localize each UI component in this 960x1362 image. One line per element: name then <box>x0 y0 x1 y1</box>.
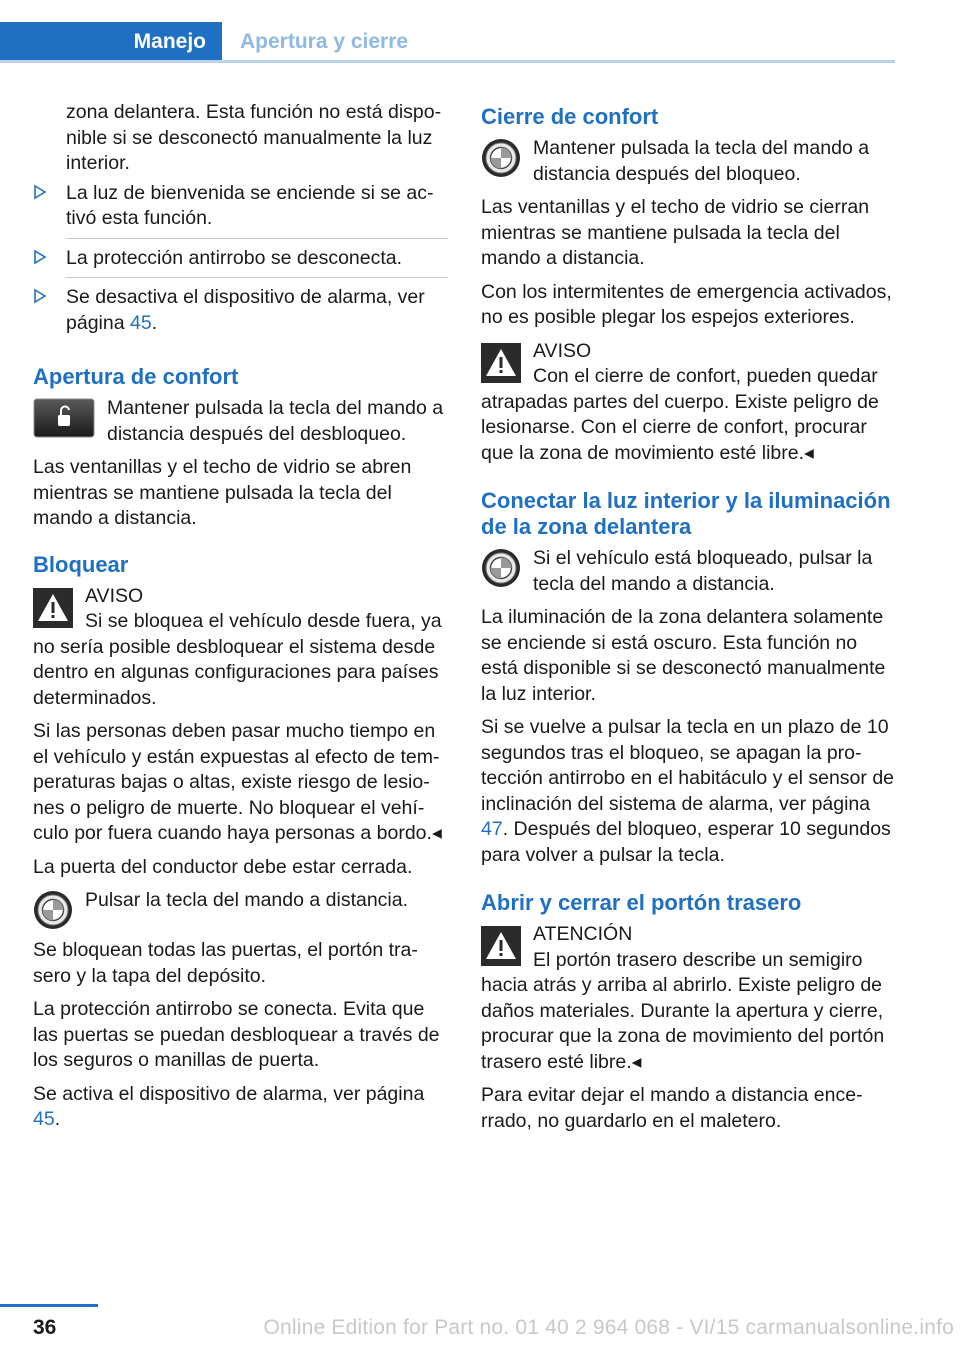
lights-icon-text: Si el vehículo está bloqueado, pulsar la tecla del mando a distancia. <box>533 547 873 595</box>
heading-apertura-confort: Apertura de confort <box>33 364 239 389</box>
page-number: 36 <box>33 1316 57 1339</box>
intro-text: zona delantera. Esta función no está disponible si se desconectó manualmente la luz interior. <box>66 101 442 174</box>
footer-divider <box>0 1304 98 1307</box>
comfort-open-para: Las ventanillas y el techo de vidrio se abren mientras se mantiene pulsada la tecla del mando a distancia. <box>33 456 412 529</box>
comfort-close-instruction <box>481 136 897 187</box>
header-tab-apertura[interactable] <box>224 22 424 62</box>
lights-para-1: La iluminación de la zona delantera solamente se enciende si está oscuro. Esta función no está disponible si se desconectó manualmente la luz interior. <box>481 606 886 705</box>
tailgate-para: Para evitar dejar el mando a distancia encerrado, no guardarlo en el maletero. <box>481 1084 863 1132</box>
comfort-open-instruction <box>33 396 448 447</box>
list-item <box>66 285 448 342</box>
warning-triangle-icon <box>33 588 73 628</box>
lock-instruction <box>33 888 448 930</box>
bmw-key-button-icon <box>481 548 521 588</box>
heading-cierre-confort: Cierre de confort <box>481 104 659 129</box>
lock-warning <box>33 584 448 712</box>
page-link-45[interactable]: 45 <box>129 311 152 334</box>
bullet-text: La protección antirrobo se desconecta. <box>66 246 403 269</box>
heading-luz-interior: Conectar la luz interior y la iluminación de la zona delantera <box>481 488 891 539</box>
header-tab-apertura-label: Apertura y cierre <box>240 30 409 53</box>
triangle-bullet-icon <box>33 183 47 201</box>
lock-icon-text: Pulsar la tecla del mando a distancia. <box>85 889 409 911</box>
heading-bloquear: Bloquear <box>33 551 129 577</box>
lights-instruction <box>481 546 897 597</box>
lock-para-3: Se bloquean todas las puertas, el portón trasero y la tapa del depósito. <box>33 939 418 987</box>
comfort-close-icon-text: Mantener pulsada la tecla del mando a distancia después del bloqueo. <box>533 137 870 185</box>
left-column <box>33 100 448 1141</box>
bullet-text: La luz de bienvenida se enciende si se activó esta función. <box>66 181 434 229</box>
page-link-45[interactable]: 45 <box>33 1108 55 1130</box>
header-tab-manejo[interactable] <box>0 22 222 62</box>
warning-text: Si se bloquea el vehículo desde fuera, ya no sería posible desbloquear el sistema desde dentro en algunas configuraciones para países determinados. <box>33 610 442 709</box>
lock-para-4: La protección antirrobo se conecta. Evita que las puertas se puedan desbloquear a través de los seguros o manillas de puerta. <box>33 998 440 1071</box>
tailgate-warning <box>481 922 897 1075</box>
comfort-close-para-2: Con los intermitentes de emergencia activados, no es posible plegar los espejos exteriores. <box>481 280 892 328</box>
bmw-key-button-icon <box>33 890 73 930</box>
lights-para-2-end: . Después del bloqueo, esperar 10 segundos para volver a pulsar la tecla. <box>481 818 891 866</box>
lock-para-5 <box>33 1082 448 1133</box>
lights-para-2 <box>481 715 897 868</box>
warning-triangle-icon <box>481 926 521 966</box>
lock-para-1: Si las personas deben pasar mucho tiempo en el vehículo y están expuestas al efecto de temperaturas bajas o altas, existe riesgo de lesiones o peligro de muerte. No bloquear el vehículo por fuera cuando haya personas a bordo.◂ <box>33 720 442 844</box>
footer-watermark: Online Edition for Part no. 01 40 2 964 068 - VI/15 carmanualsonline.info <box>263 1316 954 1339</box>
warning-title: ATENCIÓN <box>533 923 633 945</box>
heading-porton-trasero: Abrir y cerrar el portón trasero <box>481 890 802 915</box>
bullet-text-end: . <box>151 311 158 334</box>
comfort-close-para-1: Las ventanillas y el techo de vidrio se cierran mientras se mantiene pulsada la tecla del mando a distancia. <box>481 196 870 269</box>
bmw-key-button-icon <box>481 138 521 178</box>
warning-title: AVISO <box>533 339 592 362</box>
lights-para-2-text: Si se vuelve a pulsar la tecla en un plazo de 10 segundos tras el bloqueo, se apagan la protección antirrobo en el habitáculo y el sensor de inclinación del sistema de alarma, ver página <box>481 716 895 815</box>
comfort-open-icon-text: Mantener pulsada la tecla del mando a distancia después del desbloqueo. <box>107 397 444 445</box>
header-divider <box>0 60 895 63</box>
triangle-bullet-icon <box>33 248 47 266</box>
right-column <box>481 100 897 1142</box>
list-item <box>66 246 448 279</box>
triangle-bullet-icon <box>33 287 47 305</box>
lock-para-5-text: Se activa el dispositivo de alarma, ver página <box>33 1082 425 1105</box>
lock-para-5-end: . <box>54 1108 61 1130</box>
bullet-list <box>33 181 448 343</box>
list-item <box>66 181 448 239</box>
warning-title: AVISO <box>85 584 144 607</box>
warning-triangle-icon <box>481 343 521 383</box>
bullet-text: Se desactiva el dispositivo de alarma, ver página <box>66 286 425 334</box>
warning-text: El portón trasero describe un semigiro hacia atrás y arriba al abrirlo. Existe peligro de daños materiales. Durante la apertura y cierre, procurar que la zona de movimiento del portón trasero esté libre.◂ <box>481 948 885 1073</box>
lock-para-2: La puerta del conductor debe estar cerrada. <box>33 855 413 878</box>
comfort-close-warning <box>481 339 897 467</box>
unlock-button-icon <box>33 398 95 438</box>
header-tab-manejo-label: Manejo <box>133 30 206 53</box>
page-header <box>0 0 895 62</box>
intro-continuation <box>33 100 448 177</box>
warning-text: Con el cierre de confort, pueden quedar atrapadas partes del cuerpo. Existe peligro de lesionarse. Con el cierre de confort, procurar que la zona de movimiento esté libre.◂ <box>481 365 879 464</box>
page-link-47[interactable]: 47 <box>481 818 503 840</box>
